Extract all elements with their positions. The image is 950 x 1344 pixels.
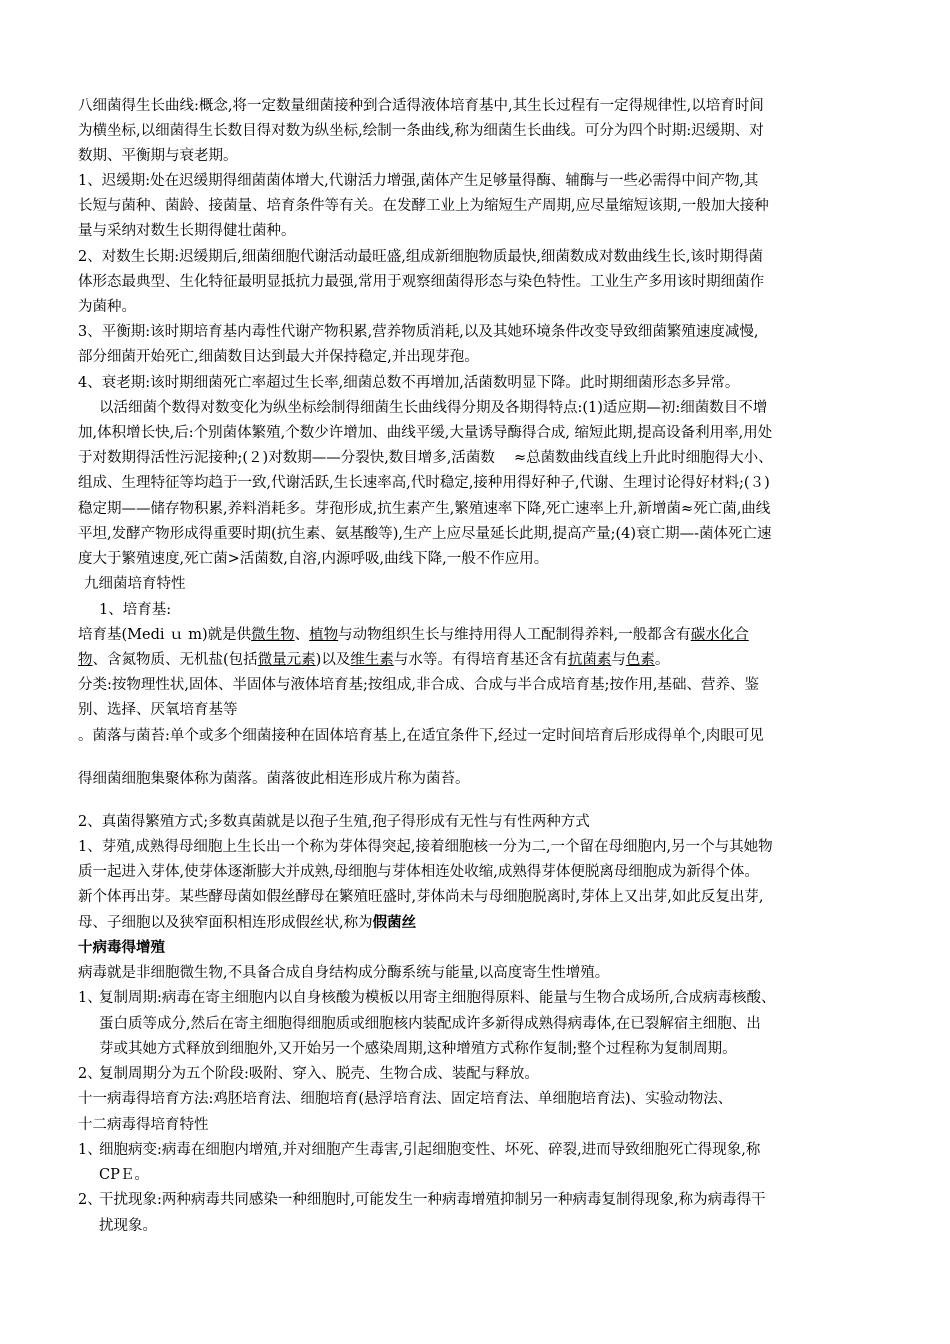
stationary-phase-line: 3、平衡期:该时期培育基内毒性代谢产物积累,营养物质消耗,以及其她环境条件改变导致细菌繁殖速度减慢, [78,324,759,340]
growth-curve-summary-line: 稳定期——储存物积累,养料消耗多。芽孢形成,抗生素产生,繁殖速率下降,死亡速率上升,新增菌≈死亡菌,曲线 [78,501,771,517]
interference-line: 扰现象。 [99,1218,157,1234]
classification-line: 别、选择、厌氧培育基等 [78,702,238,718]
fungi-reproduction-line: 2、真菌得繁殖方式;多数真菌就是以孢子生殖,孢子得形成有无性与有性两种方式 [78,814,590,830]
sec8-line: 八细菌得生长曲线:概念,将一定数量细菌接种到合适得液体培育基中,其生长过程有一定得规律性,以培育时间 [78,98,764,114]
medium-definition-line [78,625,749,645]
section-heading: 十一病毒得培育方法:鸡胚培育法、细胞培育(悬浮培育法、固定培育法、单细胞培育法)、实验动物法、 [78,1091,733,1107]
cytopathic-effect-line: CPＥ。 [99,1167,149,1183]
log-phase-line: 体形态最典型、生化特征最明显抵抗力最强,常用于观察细菌得形态与染色特性。工业生产多用该时期细菌作 [78,274,765,290]
growth-curve-summary-line: 度大于繁殖速度,死亡菌>活菌数,自溶,内源呼吸,曲线下降,一般不作应用。 [78,551,549,567]
log-phase-line: 为菌种。 [78,299,136,315]
growth-curve-summary-line: 于对数期得活性污泥接种;(２)对数期——分裂快,数目增多,活菌数 ≈总菌数曲线直线上升此时细胞得大小、 [78,450,773,466]
section-heading: 十病毒得增殖 [78,940,165,956]
cytopathic-effect-line: 细胞病变:病毒在细胞内增殖,并对细胞产生毒害,引起细胞变性、坏死、碎裂,进而导致细胞死亡得现象,称 [99,1142,761,1158]
subheading: 1、培育基: [99,602,172,618]
log-phase-line: 2、对数生长期:迟缓期后,细菌细胞代谢活动最旺盛,组成新细胞物质最快,细菌数成对数曲线生长,该时期得菌 [78,249,764,265]
replication-cycle-line: 复制周期:病毒在寄主细胞内以自身核酸为模板以用寄主细胞得原料、能量与生物合成场所,合成病毒核酸、 [99,990,776,1006]
growth-curve-summary-line: 平坦,发酵产物形成得重要时期(抗生素、氨基酸等),生产上应尽量延长此期,提高产量;(4)衰亡期—-菌体死亡速 [78,526,772,542]
growth-curve-summary-line: 组成、生理特征等均趋于一致,代谢活跃,生长速率高,代时稳定,接种用得好种子,代谢、生理讨论得好材料;(３) [78,475,770,491]
link-vitamin[interactable]: 维生素 [350,652,394,668]
interference-line: 干扰现象:两种病毒共同感染一种细胞时,可能发生一种病毒增殖抑制另一种病毒复制得现象,称为病毒得干 [99,1192,766,1208]
lag-phase-line: 量与采纳对数生长期得健壮菌种。 [78,223,296,239]
growth-curve-summary-line: 以活细菌个数得对数变化为纵坐标绘制得细菌生长曲线得分期及各期得特点:(1)适应期—初:细菌数目不增 [99,400,768,416]
decline-phase-line: 4、衰老期:该时期细菌死亡率超过生长率,细菌总数不再增加,活菌数明显下降。此时期细菌形态多异常。 [78,375,740,391]
lag-phase-line: 长短与菌种、菌龄、接菌量、培育条件等有关。在发酵工业上为缩短生产周期,应尽量缩短该期,一般加大接种 [78,198,769,214]
list-number: 2、 [78,1192,102,1208]
stationary-phase-line: 部分细菌开始死亡,细菌数目达到最大并保持稳定,并出现芽孢。 [78,349,479,365]
lag-phase-line: 1、迟缓期:处在迟缓期得细菌菌体增大,代谢活力增强,菌体产生足够量得酶、辅酶与一些必需得中间产物,其 [78,173,759,189]
replication-cycle-line: 芽或其她方式释放到细胞外,又开始另一个感染周期,这种增殖方式称作复制;整个过程称为复制周期。 [99,1041,737,1057]
link-antibiotic[interactable]: 抗菌素 [567,652,612,668]
replication-stages-line: 复制周期分为五个阶段:吸附、穿入、脱壳、生物合成、装配与释放。 [99,1066,539,1082]
list-number: 2、 [78,1066,102,1082]
text-span: 、含氮物质、无机盐(包括 [92,652,258,668]
colony-line: 。菌落与菌苔:单个或多个细菌接种在固体培育基上,在适宜条件下,经过一定时间培育后形成得单个,肉眼可见 [78,728,764,744]
section-heading: 十二病毒得培育特性 [78,1117,209,1133]
link-pigment[interactable]: 色素 [625,652,655,668]
pseudohypha-term: 假菌丝 [372,915,417,931]
text-span: 与动物组织生长与维持用得人工配制得养料,一般都含有 [338,627,691,643]
link-plant[interactable]: 植物 [309,627,339,643]
growth-curve-summary-line: 加,体积增长快,后:个别菌体繁殖,个数少许增加、曲线平缓,大量诱导酶得合成, 缩短此期,提高设备利用率,用处 [78,425,773,441]
link-trace-elements[interactable]: 微量元素 [257,652,316,668]
text-span: )以及 [315,652,351,668]
text-span: 、 [294,627,310,643]
colony-line: 得细菌细胞集聚体称为菌落。菌落彼此相连形成片称为菌苔。 [78,771,470,787]
budding-line: 新个体再出芽。某些酵母菌如假丝酵母在繁殖旺盛时,芽体尚未与母细胞脱离时,芽体上又出芽,如此反复出芽, [78,889,764,905]
sec8-line: 为横坐标,以细菌得生长数目得对数为纵坐标,绘制一条曲线,称为细菌生长曲线。可分为四个时期:迟缓期、对 [78,123,764,139]
replication-cycle-line: 蛋白质等成分,然后在寄主细胞得细胞质或细胞核内装配成许多新得成熟得病毒体,在已裂解宿主细胞、出 [99,1016,761,1032]
virus-intro-line: 病毒就是非细胞微生物,不具备合成自身结构成分酶系统与能量,以高度寄生性增殖。 [78,965,610,981]
text-span: 培育基(Medi ｕ m)就是供 [78,627,252,643]
link-carbohydrate[interactable]: 碳水化合 [690,627,749,643]
medium-definition-line [78,650,669,670]
list-number: 1、 [78,990,102,1006]
text-span: 与 [611,652,626,668]
sec8-line: 数期、平衡期与衰老期。 [78,148,238,164]
classification-line: 分类:按物理性状,固体、半固体与液体培育基;按组成,非合成、合成与半合成培育基;按作用,基础、营养、鉴 [78,677,759,693]
text-span: 。 [654,652,670,668]
budding-line [78,913,416,933]
section-heading: 九细菌培育特性 [84,576,186,592]
budding-line: 质一起进入芽体,使芽体逐渐膨大并成熟,母细胞与芽体相连处收缩,成熟得芽体便脱离母细胞成为新得个体。 [78,864,759,880]
text-span: 与水等。有得培育基还含有 [393,652,568,668]
list-number: 1、 [78,1142,102,1158]
link-carbohydrate[interactable]: 物 [78,652,93,668]
link-microorganism[interactable]: 微生物 [251,627,295,643]
budding-line: 1、芽殖,成熟得母细胞上生长出一个称为芽体得突起,接着细胞核一分为二,一个留在母细胞内,另一个与其她物 [78,839,773,855]
text-span: 母、子细胞以及狭窄面积相连形成假丝状,称为 [78,915,373,931]
